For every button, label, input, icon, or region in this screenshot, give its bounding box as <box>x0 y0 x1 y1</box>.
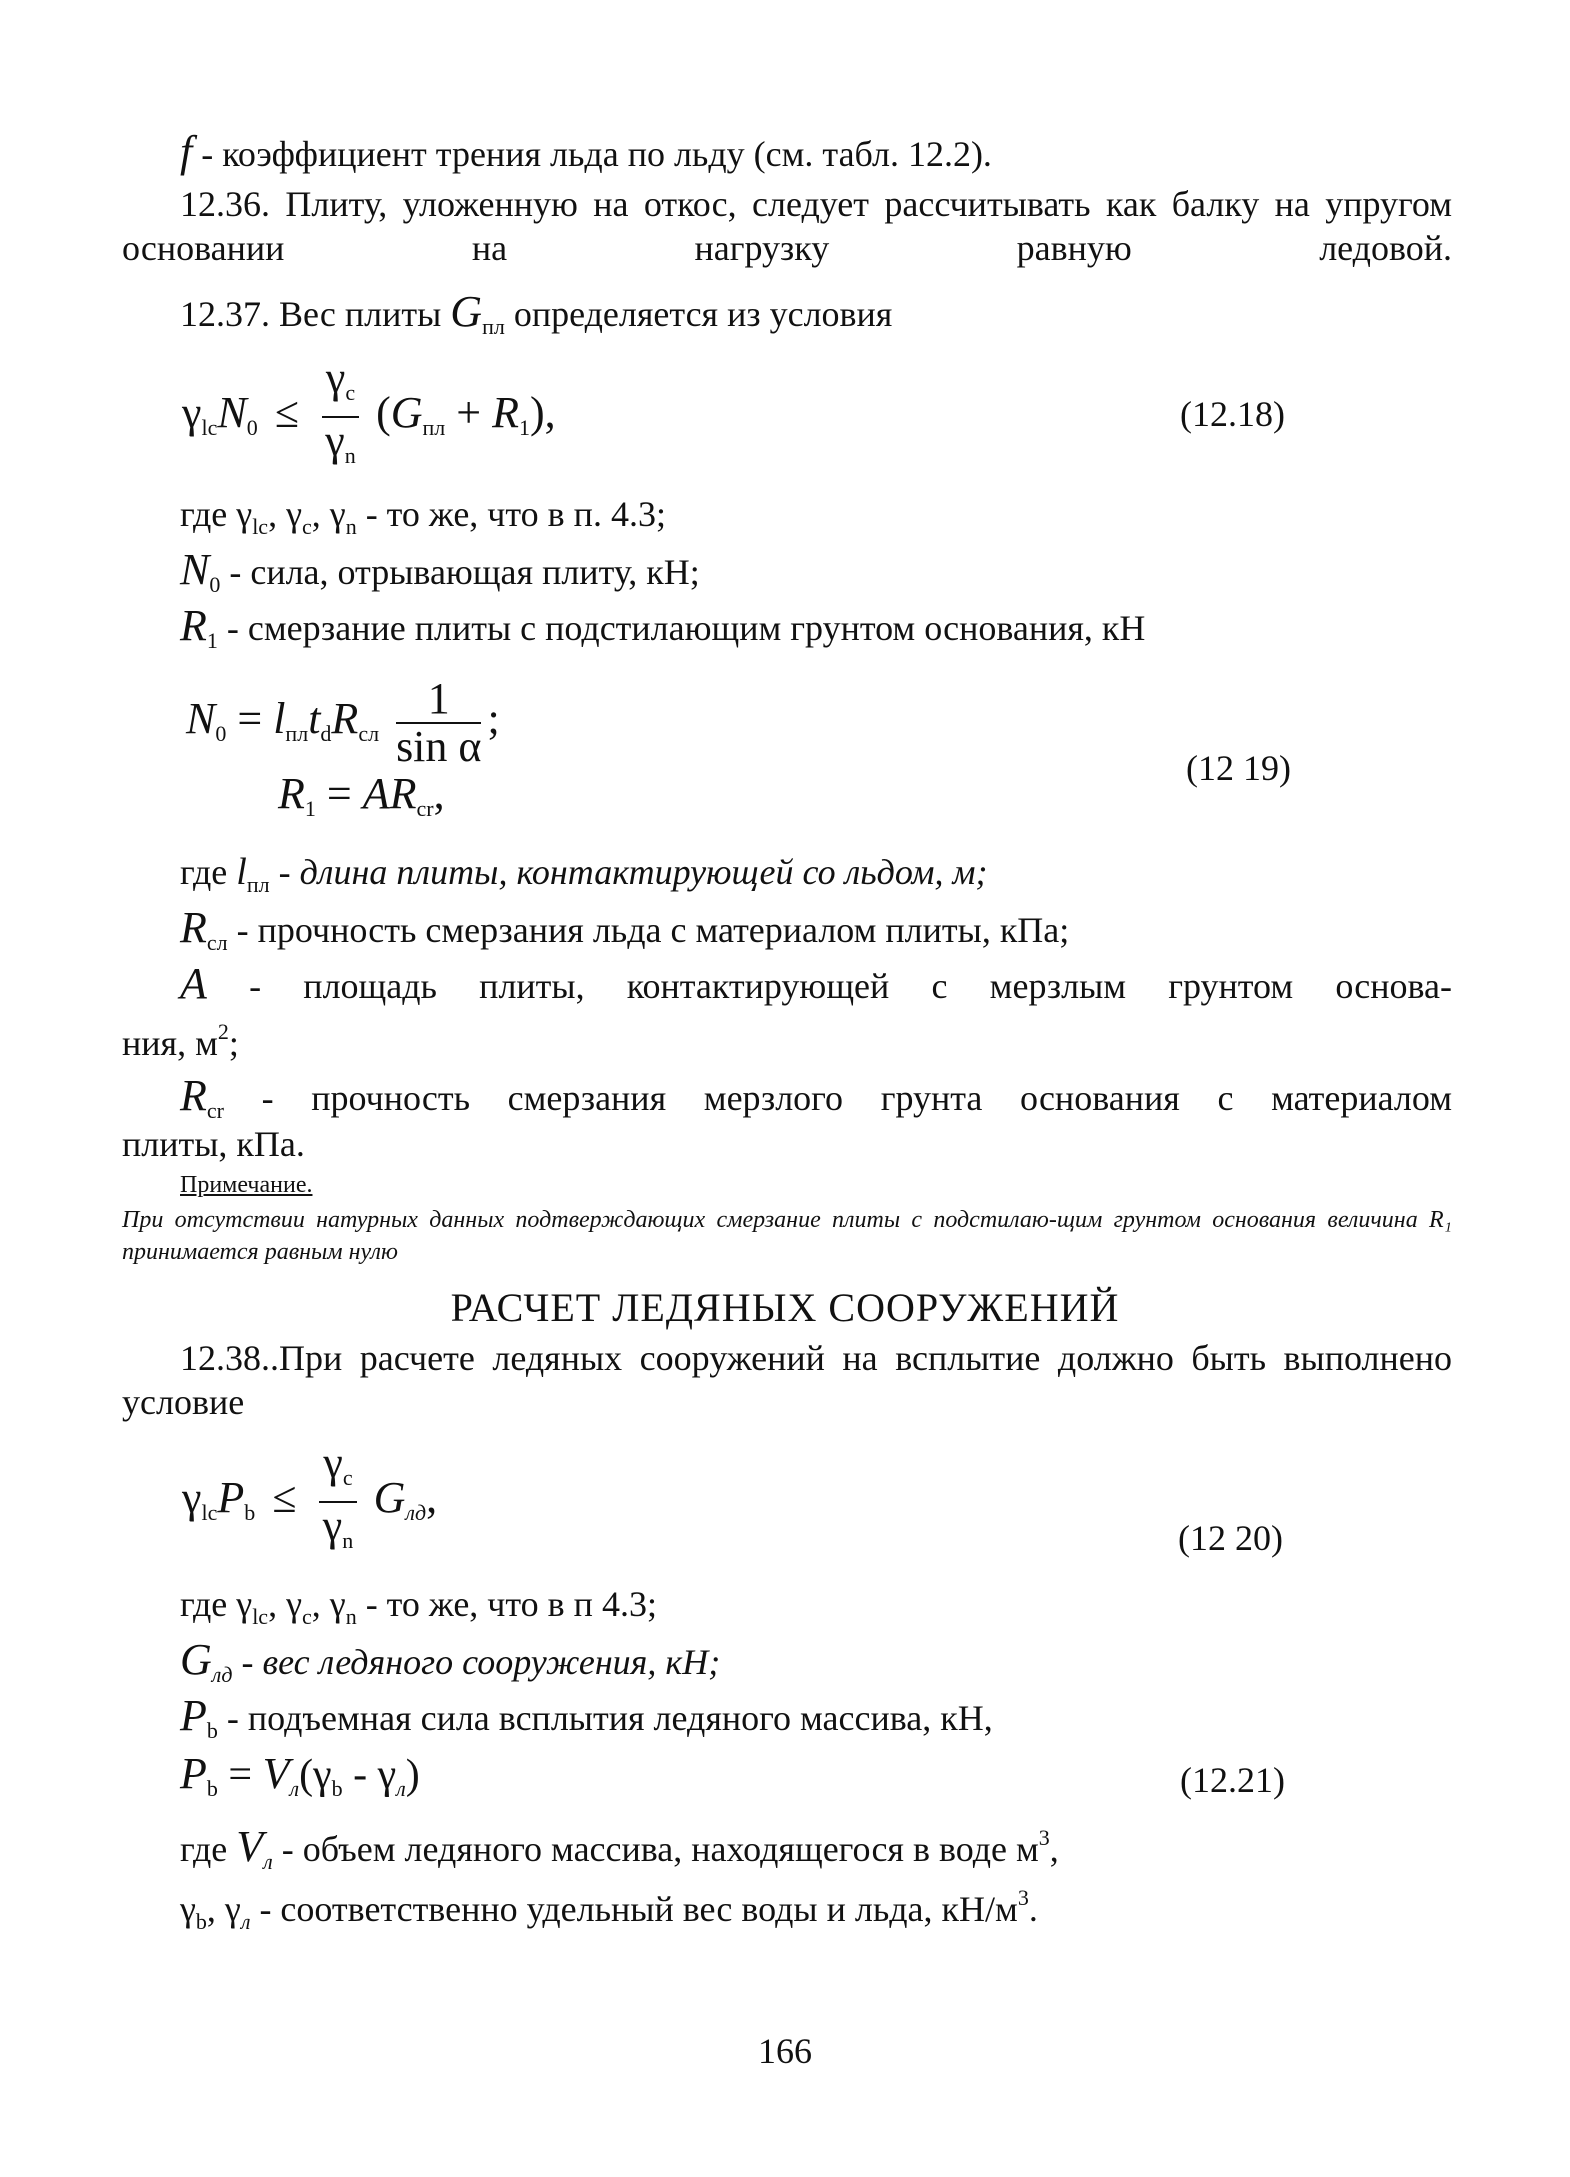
eq-number-12-21: (12.21) <box>1180 1760 1285 1800</box>
lpl-definition: где $l_{пл}$ - длина плиты, контактирующей со льдом, м; <box>180 851 988 897</box>
eq-number-12-19: (12 19) <box>1186 748 1291 788</box>
note-title: Примечание. <box>180 1172 313 1198</box>
where-line-1: где $\gamma_{lc}$, $\gamma_c$, $\gamma_n$ - то же, что в п. 4.3; <box>180 494 666 539</box>
formula-12-18: $\gamma_{lc}N_0$ ≤ $\frac{\gamma_c}{\gamma_n}$ $(G_{пл} + R_1)$, <box>182 355 556 479</box>
paragraph-12-36-text: 12.36. Плиту, уложенную на откос, следует рассчитывать как балку на упругом основании на нагрузку равную ледовой. <box>122 184 1452 268</box>
where1-text: где γ <box>180 494 253 534</box>
gamma-desc: - соответственно удельный вес воды и льда, кН/м <box>250 1889 1018 1929</box>
paragraph-12-36 <box>122 182 1452 270</box>
a-definition-line-1: A - площадь плиты, контактирующей с мерзлым грунтом основа- <box>180 959 1452 1008</box>
pb-definition: $P_b$ - подъемная сила всплытия ледяного массива, кН, <box>180 1691 993 1743</box>
friction-text: - коэффициент трения льда по льду (см. табл. 12.2). <box>192 134 992 174</box>
rcr-definition-line-1: $R_{cr}$ - прочность смерзания мерзлого грунта основания с материалом <box>180 1071 1452 1123</box>
paragraph-12-37 <box>180 287 893 349</box>
eq-number-12-20: (12 20) <box>1178 1518 1283 1558</box>
section-heading: РАСЧЕТ ЛЕДЯНЫХ СООРУЖЕНИЙ <box>450 1285 1120 1330</box>
a-desc-1: - площадь плиты, контактирующей с мерзлым грунтом основа- <box>206 966 1452 1006</box>
rsl-definition: $R_{сл}$ - прочность смерзания льда с материалом плиты, кПа; <box>180 903 1070 955</box>
rsl-desc: - прочность смерзания льда с материалом плиты, кПа; <box>227 910 1070 950</box>
n0-desc: - сила, отрывающая плиту, кН; <box>220 552 700 592</box>
formula-12-19-line-1: $N_0 = l_{пл}t_dR_{сл}$ $\frac{1}{\text{sin α}}$ ; <box>186 674 500 771</box>
r1-desc: - смерзание плиты с подстилающим грунтом основания, кН <box>217 608 1146 648</box>
formula-12-21: $P_b = Vл(\gamma_b - \gamma л)$ <box>180 1749 420 1801</box>
n0-definition: $N_0$ - сила, отрывающая плиту, кН; <box>180 545 700 597</box>
fraction-sin: $\frac{1}{\text{sin α}}$ <box>396 674 482 771</box>
gamma-definition: $\gamma_b$, $\gamma_л$ - соответственно удельный вес воды и льда, $кН/м^3$. <box>180 1885 1038 1934</box>
eq-number-12-18: (12.18) <box>1180 394 1285 434</box>
fraction-gamma: $\frac{\gamma_c}{\gamma_n}$ <box>322 355 359 479</box>
note-text: При отсутствии натурных данных подтверждающих смерзание плиты с подстилаю-щим грунтом основания величина R₁ принимается равным нулю <box>122 1207 1452 1265</box>
where2-text: где γ <box>180 1584 253 1624</box>
r1-definition: $R_1$ - смерзание плиты с подстилающим грунтом основания, кН <box>180 601 1146 653</box>
pb-desc: - подъемная сила всплытия ледяного массива, кН, <box>217 1698 993 1738</box>
rcr-definition-line-2: плиты, кПа. <box>122 1124 305 1164</box>
a-definition-line-2: ния, $м^2$; <box>122 1019 239 1063</box>
gld-desc: - вес ледяного сооружения, кН; <box>232 1642 721 1682</box>
where1-rest: - то же, что в п. 4.3; <box>356 494 666 534</box>
p1237-text-a: 12.37. Вес плиты <box>180 294 451 334</box>
a-desc-2: ния, м <box>122 1023 218 1063</box>
page-number: 166 <box>758 2031 812 2071</box>
where2-rest: - то же, что в п 4.3; <box>356 1584 657 1624</box>
paragraph-12-38-text: 12.38..При расчете ледяных сооружений на всплытие должно быть выполнено условие <box>122 1338 1452 1422</box>
fraction-gamma-2: $\frac{\gamma_c}{\gamma_n}$ <box>319 1440 356 1564</box>
formula-12-19-line-2: $R_1 = AR_{cr}$, <box>278 769 445 821</box>
formula-12-20: $\gamma_{lc}P_b$ ≤ $\frac{\gamma_c}{\gamma_n}$ Gлд, <box>182 1440 437 1564</box>
paragraph-12-38 <box>122 1336 1452 1424</box>
rcr-desc-1: - прочность смерзания мерзлого грунта основания с материалом <box>223 1078 1452 1118</box>
friction-line <box>180 127 992 176</box>
f-symbol: f <box>180 127 193 176</box>
vl-definition: где $V_л$ - объем ледяного массива, находящегося в воде $м^3$, <box>180 1822 1059 1874</box>
p1237-text-b: определяется из условия <box>504 294 893 334</box>
g-pl-symbol: $G_{пл}$ <box>450 287 505 339</box>
where-line-2: где $\gamma_{lc}$, $\gamma_c$, $\gamma_n$ - то же, что в п 4.3; <box>180 1584 657 1629</box>
lpl-desc: - длина плиты, контактирующей со льдом, м; <box>269 852 988 892</box>
vl-desc: - объем ледяного массива, находящегося в воде м <box>272 1829 1039 1869</box>
gld-definition: $G_{лд}$ - вес ледяного сооружения, кН; <box>180 1635 721 1687</box>
